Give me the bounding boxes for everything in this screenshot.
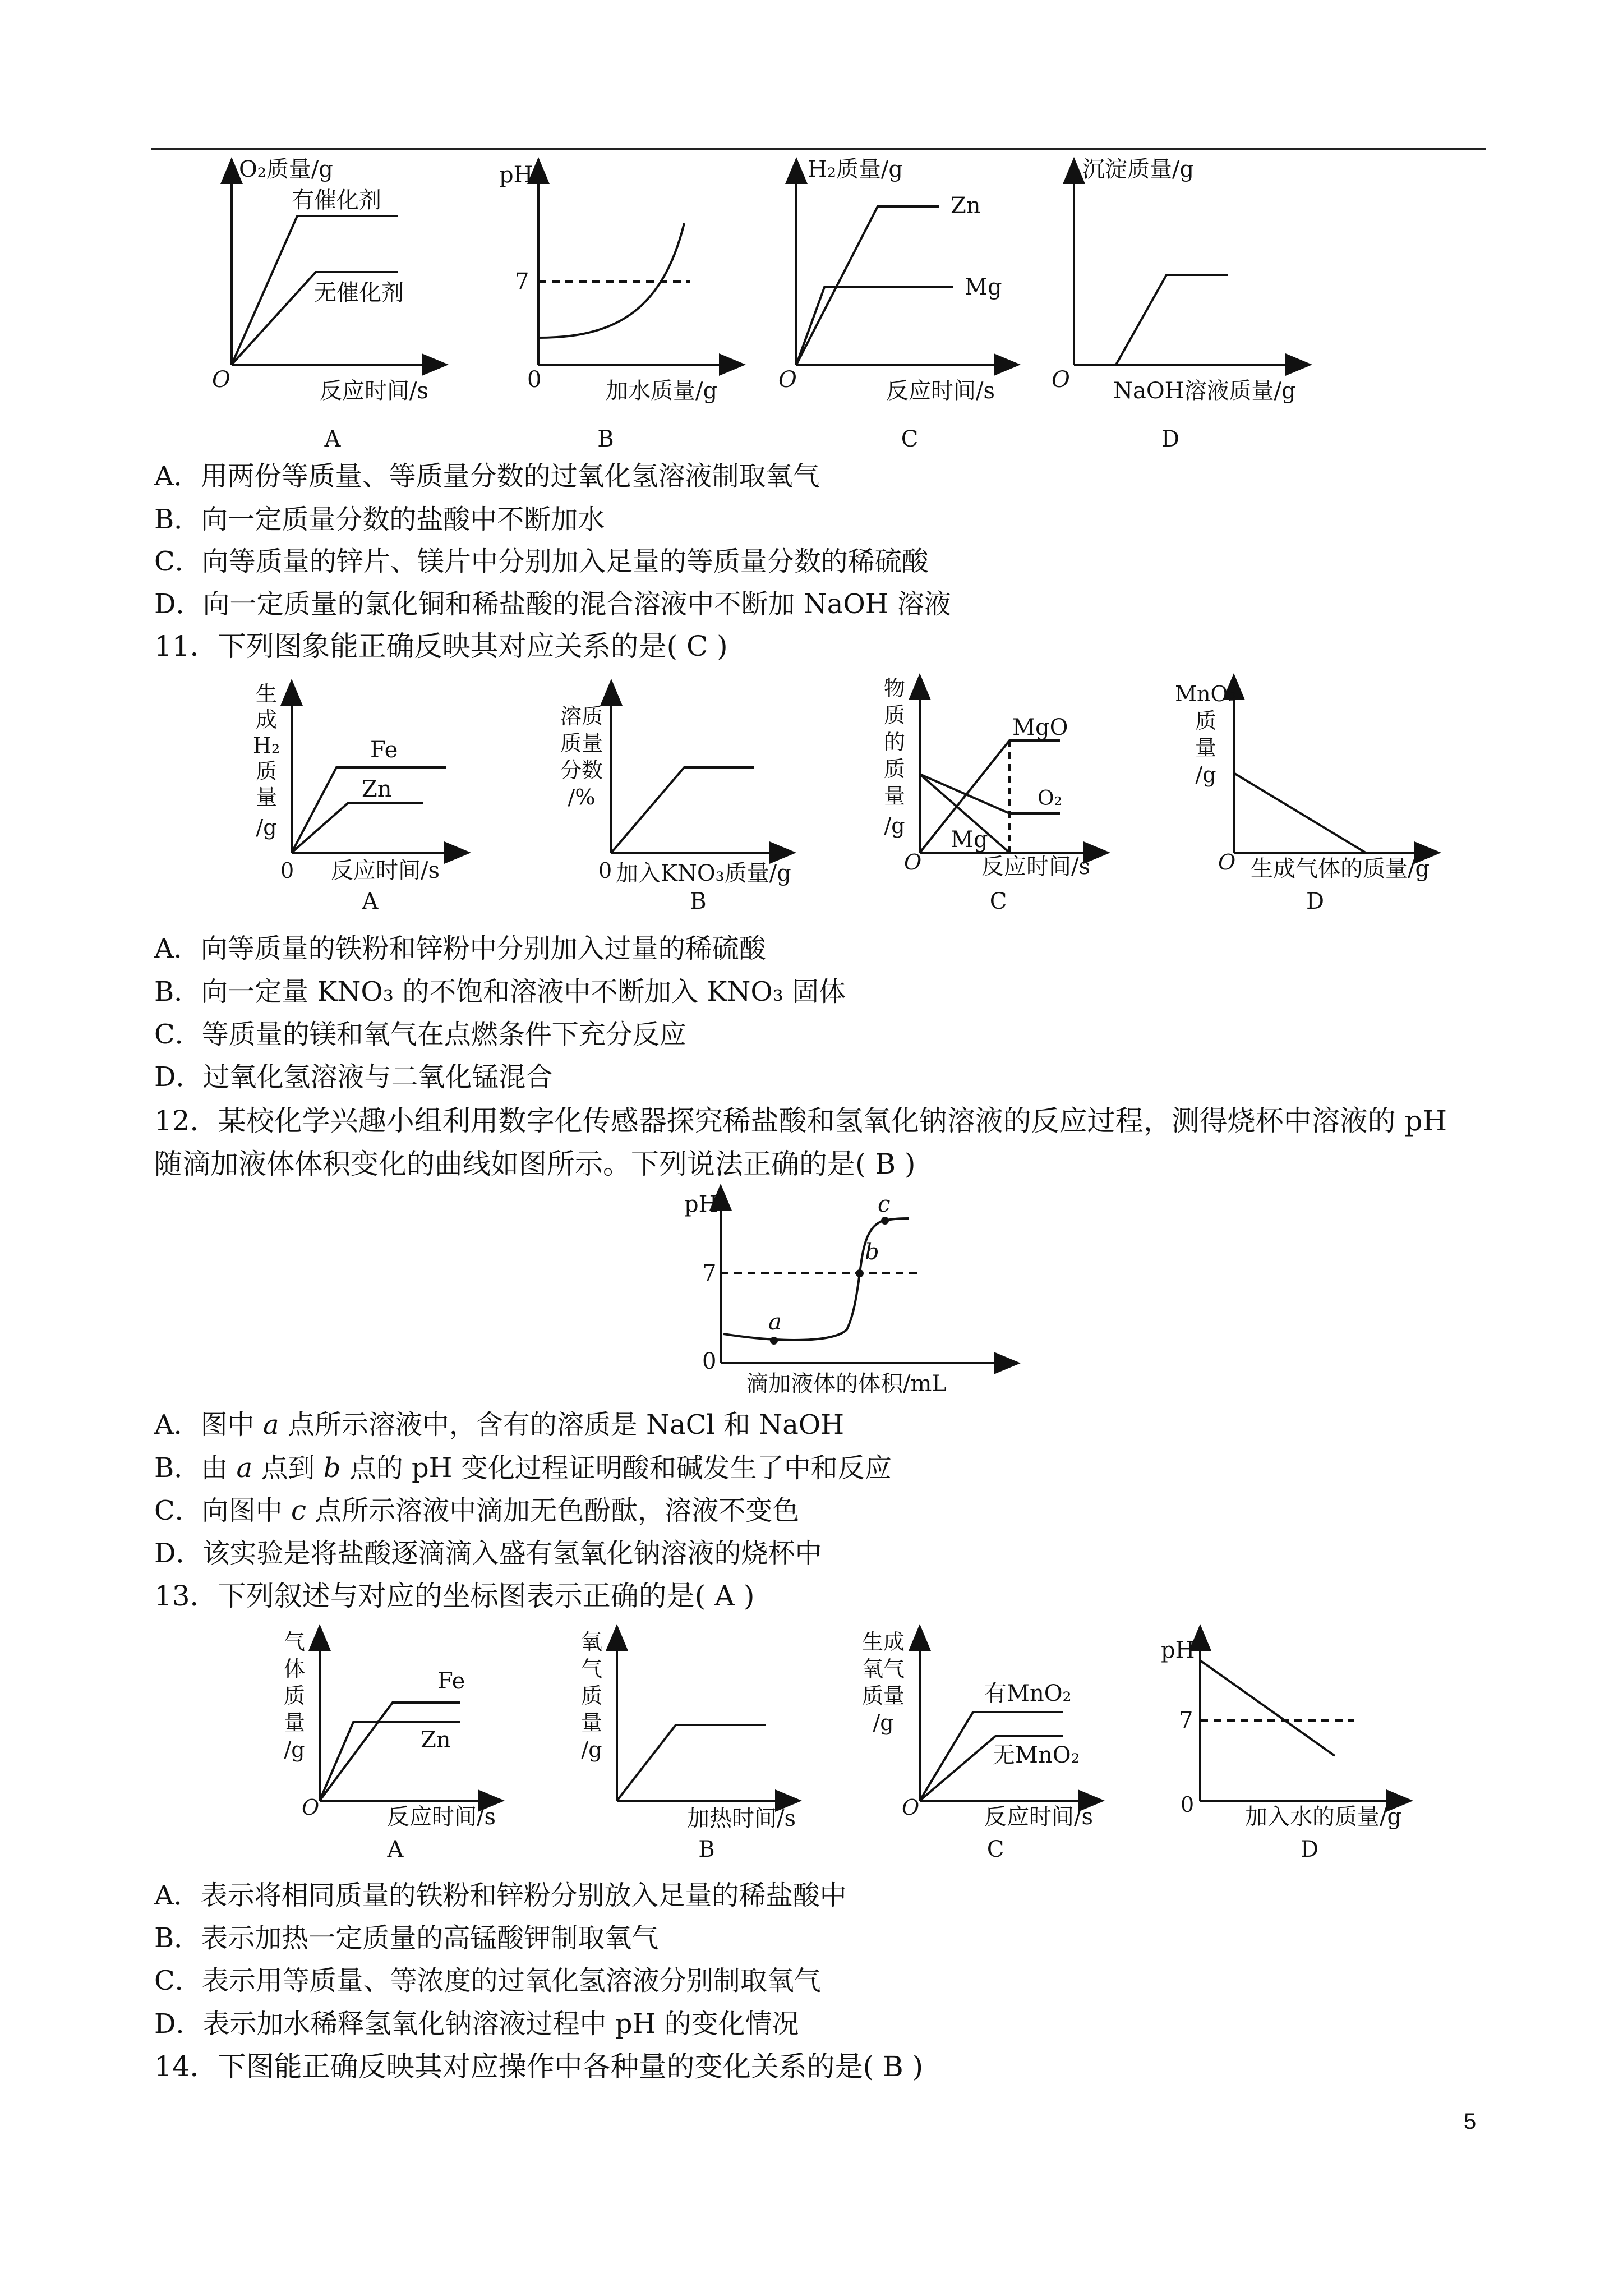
q11-graph-c bbox=[875, 676, 1110, 914]
y-label: 质 bbox=[883, 757, 906, 781]
y-label: 气 bbox=[283, 1630, 306, 1654]
y-label: 分数 bbox=[560, 758, 603, 783]
y-label: 的 bbox=[883, 730, 906, 754]
curve-label: Zn bbox=[362, 776, 392, 802]
q11-option-a: A．向等质量的铁粉和锌粉中分别加入过量的稀硫酸 bbox=[154, 933, 766, 964]
x-label: 生成气体的质量/g bbox=[1251, 856, 1430, 882]
curve-label: Fe bbox=[370, 737, 398, 763]
q11-graph-d bbox=[1172, 679, 1453, 914]
x-label: 滴加液体的体积/mL bbox=[746, 1371, 947, 1397]
caption: A bbox=[387, 1837, 404, 1862]
y-label: pH bbox=[684, 1191, 718, 1217]
x-label: 反应时间/s bbox=[981, 854, 1091, 880]
q10-option-a: A．用两份等质量、等质量分数的过氧化氢溶液制取氧气 bbox=[154, 461, 820, 492]
caption: C bbox=[986, 1837, 1004, 1862]
q10-option-c: C．向等质量的锌片、镁片中分别加入足量的等质量分数的稀硫酸 bbox=[154, 546, 929, 577]
q12-stem-line1: 12．某校化学兴趣小组利用数字化传感器探究稀盐酸和氢氧化钠溶液的反应过程，测得烧杯中溶液的 pH bbox=[154, 1105, 1447, 1137]
y-label: 生成 bbox=[861, 1630, 905, 1654]
q12-graph bbox=[673, 1189, 1021, 1402]
y-label: 质量 bbox=[861, 1683, 905, 1708]
q12-stem-line2: 随滴加液体体积变化的曲线如图所示。下列说法正确的是( B ) bbox=[154, 1148, 916, 1180]
curve-label: Mg bbox=[965, 274, 1002, 300]
q10-graph-d bbox=[1054, 157, 1324, 404]
caption: D bbox=[1306, 889, 1325, 914]
origin-label: 0 bbox=[598, 858, 612, 883]
y-label: 沉淀质量/g bbox=[1082, 157, 1195, 182]
curve-label: Zn bbox=[421, 1727, 451, 1753]
curve-label: Mg bbox=[951, 827, 988, 853]
origin-label: O bbox=[212, 367, 230, 393]
q13-graph-d bbox=[1144, 1627, 1424, 1868]
point-label: c bbox=[878, 1191, 891, 1217]
q11-stem: 11．下列图象能正确反映其对应关系的是( C ) bbox=[154, 630, 728, 662]
y-label: /g bbox=[284, 1737, 305, 1762]
q14-stem: 14．下图能正确反映其对应操作中各种量的变化关系的是( B ) bbox=[154, 2050, 924, 2083]
curve-label: 有MnO₂ bbox=[984, 1681, 1072, 1706]
y-label: 体 bbox=[283, 1657, 306, 1681]
y-label: H₂质量/g bbox=[808, 157, 903, 182]
curve-label: Fe bbox=[437, 1668, 465, 1694]
q12-option-b: B．由 a 点到 b 点的 pH 变化过程证明酸和碱发生了中和反应 bbox=[154, 1452, 892, 1484]
q10-graph-a bbox=[213, 157, 449, 404]
curve-label: O₂ bbox=[1038, 787, 1062, 810]
y-label: 质 bbox=[883, 703, 906, 728]
x-label: 反应时间/s bbox=[984, 1804, 1094, 1830]
y-label: /g bbox=[1195, 762, 1216, 787]
y-label: 量 bbox=[283, 1710, 306, 1735]
q12-option-d: D．该实验是将盐酸逐滴滴入盛有氢氧化钠溶液的烧杯中 bbox=[154, 1538, 822, 1569]
q11-graph-a bbox=[247, 682, 482, 914]
origin-label: O bbox=[904, 850, 922, 875]
y-label: /% bbox=[568, 785, 596, 809]
tick-label: 7 bbox=[702, 1260, 717, 1286]
y-label: 气 bbox=[580, 1657, 603, 1681]
y-label: 生 bbox=[255, 682, 278, 706]
x-label: 反应时间/s bbox=[331, 858, 440, 884]
y-label: MnO₂ bbox=[1175, 682, 1237, 706]
curve-label: 无MnO₂ bbox=[993, 1742, 1080, 1768]
caption: A bbox=[362, 889, 379, 914]
origin-label: 0 bbox=[1181, 1792, 1195, 1817]
q13-graph-a bbox=[269, 1627, 527, 1868]
q13-graph-c bbox=[847, 1627, 1116, 1868]
caption: B bbox=[690, 889, 707, 914]
y-label: 氧 bbox=[580, 1630, 603, 1654]
curve-label: 有催化剂 bbox=[292, 187, 381, 213]
x-label: 反应时间/s bbox=[320, 378, 429, 404]
origin-label: 0 bbox=[527, 367, 542, 393]
q10-option-d: D．向一定质量的氯化铜和稀盐酸的混合溶液中不断加 NaOH 溶液 bbox=[154, 588, 951, 620]
x-label: 反应时间/s bbox=[886, 378, 995, 404]
q13-stem: 13．下列叙述与对应的坐标图表示正确的是( A ) bbox=[154, 1580, 755, 1612]
caption: D bbox=[1300, 1837, 1319, 1862]
caption: A bbox=[324, 426, 341, 452]
origin-label: O bbox=[1052, 367, 1070, 393]
y-label: 质量 bbox=[560, 731, 603, 756]
point-label: a bbox=[768, 1309, 782, 1335]
y-label: 量 bbox=[883, 784, 906, 808]
y-label: pH bbox=[1161, 1637, 1195, 1663]
x-label: 加入水的质量/g bbox=[1245, 1804, 1402, 1830]
origin-label: O bbox=[1218, 850, 1236, 875]
q11-graph-b bbox=[550, 684, 808, 914]
y-label: 物 bbox=[883, 676, 906, 701]
y-label: 量 bbox=[580, 1710, 603, 1735]
caption: B bbox=[597, 426, 614, 452]
origin-label: O bbox=[902, 1795, 920, 1820]
y-label: 氧气 bbox=[861, 1657, 905, 1681]
x-label: 加入KNO₃质量/g bbox=[616, 861, 791, 886]
caption: D bbox=[1161, 426, 1180, 452]
q13-option-d: D．表示加水稀释氢氧化钠溶液过程中 pH 的变化情况 bbox=[154, 2008, 799, 2040]
y-label: /g bbox=[256, 815, 277, 840]
page-number: 5 bbox=[1464, 2109, 1477, 2134]
tick-label: 7 bbox=[515, 269, 529, 295]
q13-graph-b bbox=[566, 1627, 813, 1868]
origin-label: O bbox=[302, 1795, 320, 1820]
caption: C bbox=[989, 889, 1007, 914]
q10-graph-c bbox=[780, 157, 1026, 404]
y-label: 成 bbox=[255, 707, 278, 732]
q10-option-b: B．向一定质量分数的盐酸中不断加水 bbox=[154, 504, 605, 535]
y-label: 溶质 bbox=[560, 704, 603, 729]
y-label: 质 bbox=[1195, 708, 1217, 733]
y-label: /g bbox=[873, 1710, 894, 1735]
caption: B bbox=[698, 1837, 715, 1862]
y-label: 量 bbox=[255, 785, 278, 809]
q11-option-d: D．过氧化氢溶液与二氧化锰混合 bbox=[154, 1061, 553, 1093]
q13-option-b: B．表示加热一定质量的高锰酸钾制取氧气 bbox=[154, 1922, 659, 1954]
origin-label: 0 bbox=[280, 858, 294, 883]
q11-option-b: B．向一定量 KNO₃ 的不饱和溶液中不断加入 KNO₃ 固体 bbox=[154, 976, 846, 1007]
tick-label: 7 bbox=[1179, 1708, 1193, 1733]
x-label: 反应时间/s bbox=[387, 1804, 496, 1830]
y-label: /g bbox=[581, 1737, 602, 1762]
origin-label: 0 bbox=[702, 1349, 717, 1374]
header-rule bbox=[151, 148, 1486, 150]
x-label: NaOH溶液质量/g bbox=[1113, 378, 1296, 404]
y-label: 量 bbox=[1195, 735, 1217, 760]
point-label: b bbox=[865, 1239, 879, 1265]
q13-option-a: A．表示将相同质量的铁粉和锌粉分别放入足量的稀盐酸中 bbox=[154, 1880, 847, 1911]
y-label: pH bbox=[499, 162, 533, 188]
y-label: /g bbox=[884, 813, 905, 838]
q13-option-c: C．表示用等质量、等浓度的过氧化氢溶液分别制取氧气 bbox=[154, 1965, 821, 1996]
x-label: 加热时间/s bbox=[687, 1806, 796, 1832]
curve-label: 无催化剂 bbox=[314, 280, 404, 306]
q11-option-c: C．等质量的镁和氧气在点燃条件下充分反应 bbox=[154, 1019, 686, 1050]
curve-label: Zn bbox=[951, 193, 981, 219]
y-label: 质 bbox=[283, 1683, 306, 1708]
x-label: 加水质量/g bbox=[606, 378, 718, 404]
caption: C bbox=[901, 426, 919, 452]
y-label: 质 bbox=[580, 1683, 603, 1708]
q12-option-c: C．向图中 c 点所示溶液中滴加无色酚酞，溶液不变色 bbox=[154, 1495, 800, 1526]
origin-label: O bbox=[778, 367, 797, 393]
q10-graph-b bbox=[499, 157, 735, 404]
q12-option-a: A．图中 a 点所示溶液中，含有的溶质是 NaCl 和 NaOH bbox=[154, 1409, 845, 1441]
y-label: O₂质量/g bbox=[239, 157, 333, 182]
y-label: 质 bbox=[255, 759, 278, 784]
curve-label: MgO bbox=[1012, 715, 1068, 740]
y-label: H₂ bbox=[252, 733, 280, 758]
